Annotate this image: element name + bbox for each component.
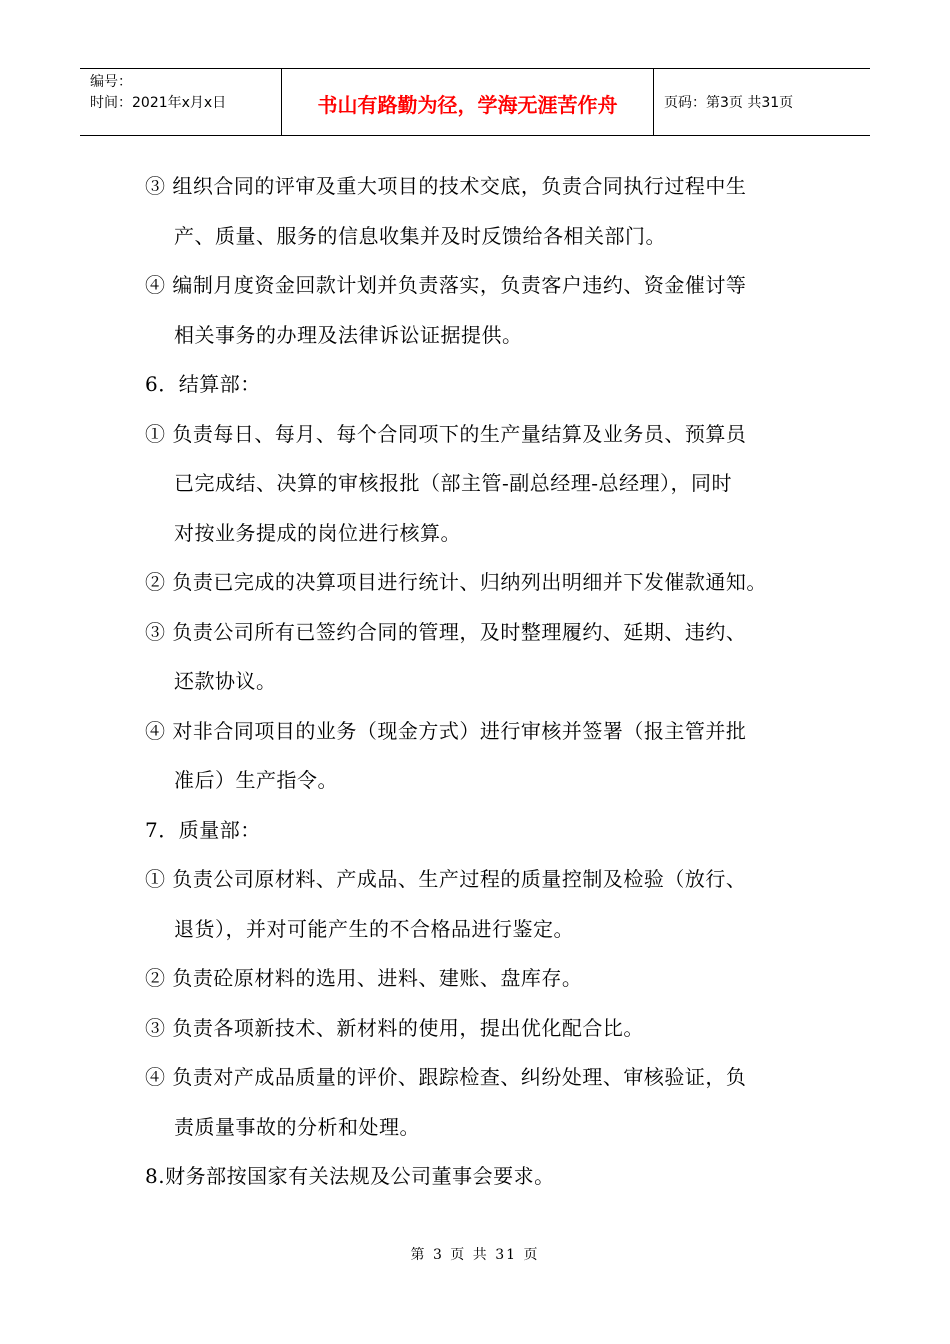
text-line: 7．质量部： (145, 817, 261, 842)
text-line: ③ 负责公司所有已签约合同的管理，及时整理履约、延期、违约、 (145, 619, 747, 644)
text-line: ① 负责每日、每月、每个合同项下的生产量结算及业务员、预算员 (145, 421, 747, 446)
text-line: ① 负责公司原材料、产成品、生产过程的质量控制及检验（放行、 (145, 867, 747, 891)
document-body (145, 162, 825, 1202)
text-line: ④ 编制月度资金回款计划并负责落实，负责客户违约、资金催讨等 (145, 273, 747, 297)
text-line: 退货），并对可能产生的不合格品进行鉴定。 (174, 916, 574, 941)
text-line: ② 负责已完成的决算项目进行统计、归纳列出明细并下发催款通知。 (145, 570, 767, 594)
text-line: 产、质量、服务的信息收集并及时反馈给各相关部门。 (174, 223, 666, 248)
text-line: 对按业务提成的岗位进行核算。 (174, 520, 461, 545)
text-line: 相关事务的办理及法律诉讼证据提供。 (174, 322, 523, 347)
time-label: 时间：2021年x月x日 (90, 95, 227, 111)
text-line: ③ 组织合同的评审及重大项目的技术交底，负责合同执行过程中生 (145, 174, 747, 198)
page-header (80, 68, 870, 136)
header-motto: 书山有路勤为径，学海无涯苦作舟 (282, 69, 654, 135)
text-line: 责质量事故的分析和处理。 (174, 1114, 420, 1139)
text-line: 还款协议。 (174, 669, 277, 693)
header-meta (80, 69, 282, 135)
text-line: 6．结算部： (145, 372, 261, 396)
text-line: ③ 负责各项新技术、新材料的使用，提出优化配合比。 (145, 1015, 644, 1040)
text-line: ② 负责砼原材料的选用、进料、建账、盘库存。 (145, 966, 583, 990)
header-page-info: 页码：第3页 共31页 (664, 95, 794, 111)
text-line: ④ 负责对产成品质量的评价、跟踪检查、纠纷处理、审核验证，负 (145, 1065, 747, 1089)
text-line: ④ 对非合同项目的业务（现金方式）进行审核并签署（报主管并批 (145, 718, 747, 743)
serial-label: 编号： (90, 74, 132, 90)
text-line: 准后）生产指令。 (174, 768, 338, 792)
text-line: 8.财务部按国家有关法规及公司董事会要求。 (145, 1164, 555, 1188)
page-footer: 第 3 页 共 31 页 (410, 1247, 540, 1263)
text-line: 已完成结、决算的审核报批（部主管-副总经理-总经理），同时 (174, 471, 733, 495)
